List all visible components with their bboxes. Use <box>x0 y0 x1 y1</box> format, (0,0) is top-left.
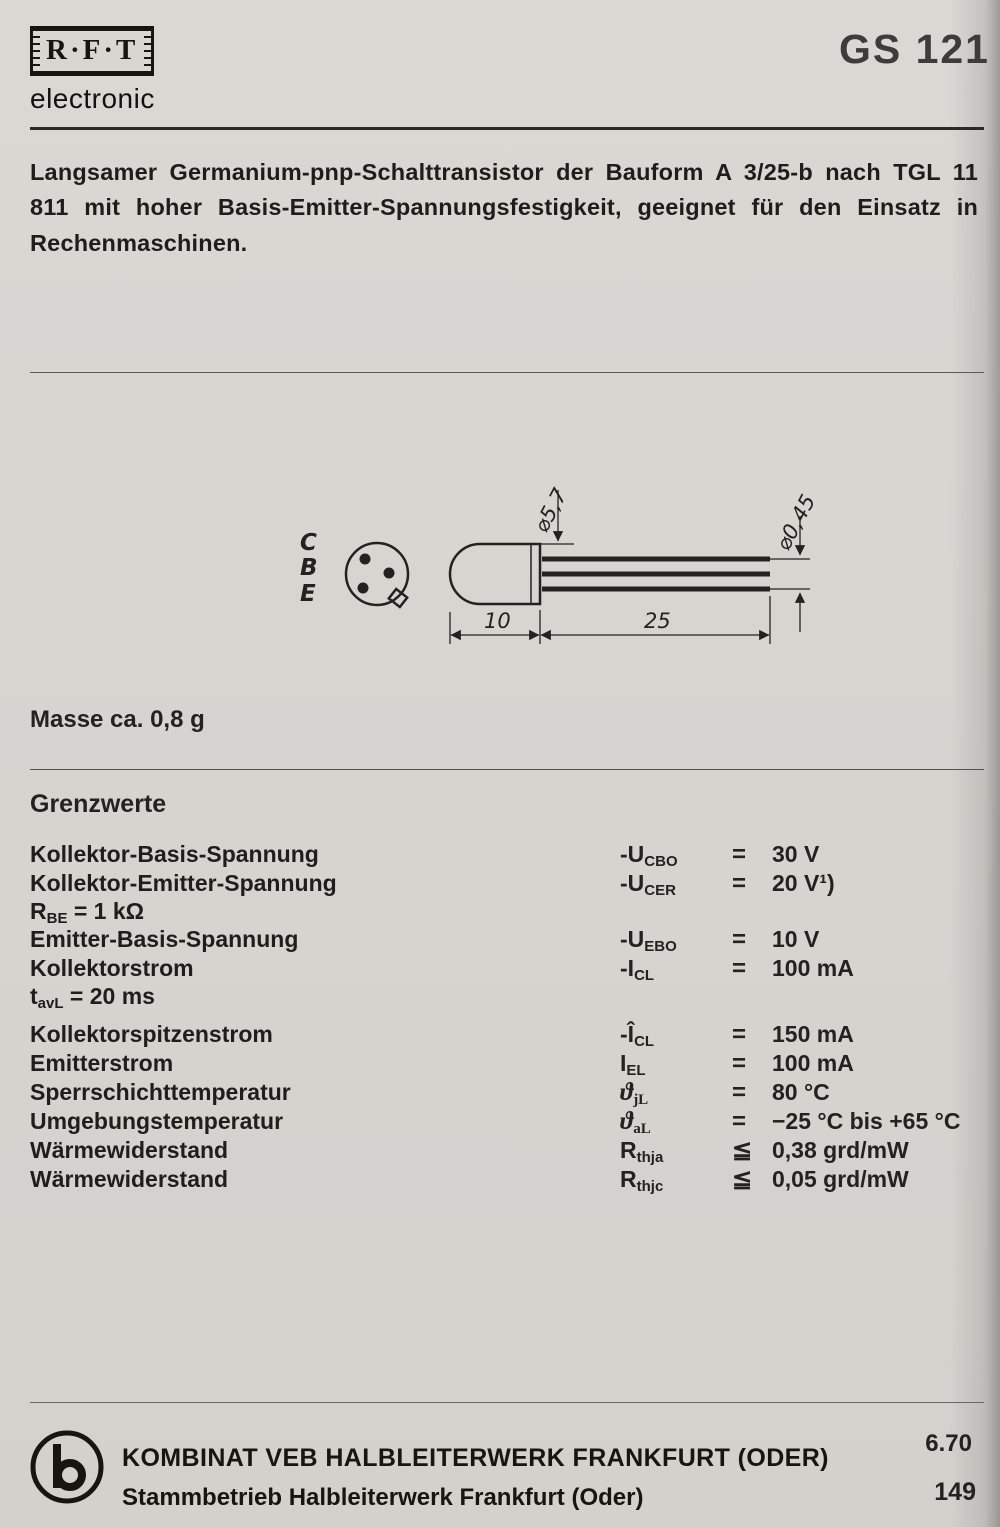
limit-relation: = <box>732 955 747 982</box>
limit-relation: ≦ <box>732 1137 753 1164</box>
limit-condition: $t_{avL} = 20$ ms <box>30 983 155 1012</box>
limit-name-cell <box>30 1165 620 1194</box>
limit-value: 100 mA <box>772 1050 854 1076</box>
limit-row <box>30 1107 986 1136</box>
hfo-logo <box>28 1428 106 1506</box>
limits-divider <box>30 769 984 770</box>
limit-value: 20 V¹) <box>772 870 835 896</box>
limit-name-cell <box>30 1078 620 1107</box>
limit-relation: = <box>732 1108 747 1135</box>
limit-name-cell <box>30 840 620 869</box>
issue-date: 6.70 <box>925 1430 972 1457</box>
limit-symbol: $R_{thja}$ <box>620 1137 664 1166</box>
limit-symbol: $-U_{EBO}$ <box>620 926 677 955</box>
limit-name-cell <box>30 954 620 1010</box>
limit-symbol: $ϑ_{jL}$ <box>620 1079 649 1108</box>
limit-relation: = <box>732 1050 747 1077</box>
limit-relation: = <box>732 870 747 897</box>
limit-name: Kollektorspitzenstrom <box>30 1021 273 1047</box>
hfo-logo-bowl <box>58 1463 82 1487</box>
limit-name: Kollektor-Basis-Spannung <box>30 841 319 867</box>
dim-body-length-label: 10 <box>484 609 511 633</box>
limit-relation: = <box>732 1079 747 1106</box>
package-can-circle <box>346 543 408 605</box>
limit-symbol: $-U_{CER}$ <box>620 870 676 899</box>
manufacturer-plant: Stammbetrieb Halbleiterwerk Frankfurt (Oder) <box>122 1484 644 1511</box>
limit-symbol: $-U_{CBO}$ <box>620 841 678 870</box>
limit-row <box>30 925 986 954</box>
mass-note: Masse ca. 0,8 g <box>30 706 205 733</box>
limit-relation: = <box>732 841 747 868</box>
limit-name: Emitter-Basis-Spannung <box>30 926 299 952</box>
footer-divider <box>30 1402 984 1403</box>
limit-value: −25 °C bis +65 °C <box>772 1108 961 1134</box>
limit-value: 0,38 grd/mW <box>772 1137 909 1163</box>
package-outline-drawing <box>262 442 822 672</box>
package-bottom-view <box>346 543 408 607</box>
limit-row <box>30 840 986 869</box>
header-divider <box>30 127 984 130</box>
rft-logo <box>30 26 155 115</box>
limit-row <box>30 1136 986 1165</box>
limit-name: Kollektorstrom <box>30 955 194 981</box>
limit-name-cell <box>30 925 620 954</box>
limit-symbol: $I_{EL}$ <box>620 1050 646 1079</box>
dim-lead-length-label: 25 <box>644 609 671 633</box>
dim-body-diameter-label: ⌀5,7 <box>529 484 573 537</box>
limit-condition: $R_{BE} = 1$ kΩ <box>30 898 145 927</box>
dim-lead-diameter-label: ⌀0,45 <box>771 490 821 555</box>
limit-value: 30 V <box>772 841 820 867</box>
manufacturer <box>122 1444 829 1512</box>
pin-label-e: E <box>300 581 316 607</box>
limit-relation: ≦ <box>732 1166 753 1193</box>
limit-relation: = <box>732 1021 747 1048</box>
limit-row <box>30 954 986 1010</box>
limit-symbol: $-Î_{CL}$ <box>620 1021 655 1050</box>
limits-heading: Grenzwerte <box>30 790 167 818</box>
pin-label-c: C <box>300 530 317 556</box>
limit-row <box>30 869 986 925</box>
limit-value: 10 V <box>772 926 820 952</box>
limit-symbol: $-I_{CL}$ <box>620 955 655 984</box>
package-body <box>450 544 540 604</box>
limit-row <box>30 1020 986 1049</box>
rft-logo-box <box>30 26 154 76</box>
page-number: 149 <box>934 1478 976 1506</box>
limit-row <box>30 1049 986 1078</box>
limit-value: 0,05 grd/mW <box>772 1166 909 1192</box>
rft-logo-subtitle: electronic <box>30 82 155 114</box>
limit-name-cell <box>30 1049 620 1078</box>
limit-name: Kollektor-Emitter-Spannung <box>30 870 337 896</box>
limit-row <box>30 1165 986 1194</box>
description-text: Langsamer Germanium-pnp-Schalttransistor der Bauform A 3/25-b nach TGL 11 811 mit hoher Basis-Emitter-Spannungsfestigkeit, geeignet für den Einsatz in Rechenmaschinen. <box>30 159 978 256</box>
limit-name: Umgebungstemperatur <box>30 1108 284 1134</box>
limit-symbol: $R_{thjc}$ <box>620 1166 664 1195</box>
pin-dot-1 <box>360 554 371 565</box>
limit-name: Sperrschichttemperatur <box>30 1079 291 1105</box>
limit-value: 80 °C <box>772 1079 830 1105</box>
part-number: GS 121 <box>838 26 990 72</box>
pin-labels <box>300 530 318 607</box>
limit-row <box>30 1078 986 1107</box>
pin-dot-3 <box>384 568 395 579</box>
limits-table <box>30 840 986 1194</box>
limit-name: Wärmewiderstand <box>30 1137 229 1163</box>
limit-value: 100 mA <box>772 955 854 981</box>
limit-name: Emitterstrom <box>30 1050 174 1076</box>
limit-name-cell <box>30 1136 620 1165</box>
pin-dot-2 <box>358 583 369 594</box>
limit-value: 150 mA <box>772 1021 854 1047</box>
limit-name: Wärmewiderstand <box>30 1166 229 1192</box>
description-divider <box>30 372 984 373</box>
package-side-view <box>450 544 770 604</box>
limit-name-cell <box>30 1107 620 1136</box>
limit-name-cell <box>30 869 620 925</box>
manufacturer-name: KOMBINAT VEB HALBLEITERWERK FRANKFURT (ODER) <box>122 1444 829 1472</box>
pin-label-b: B <box>300 555 318 581</box>
limit-relation: = <box>732 926 747 953</box>
limit-symbol: $ϑ_{aL}$ <box>620 1108 651 1137</box>
rft-logo-letters: R·F·T <box>40 33 144 69</box>
limit-name-cell <box>30 1020 620 1049</box>
